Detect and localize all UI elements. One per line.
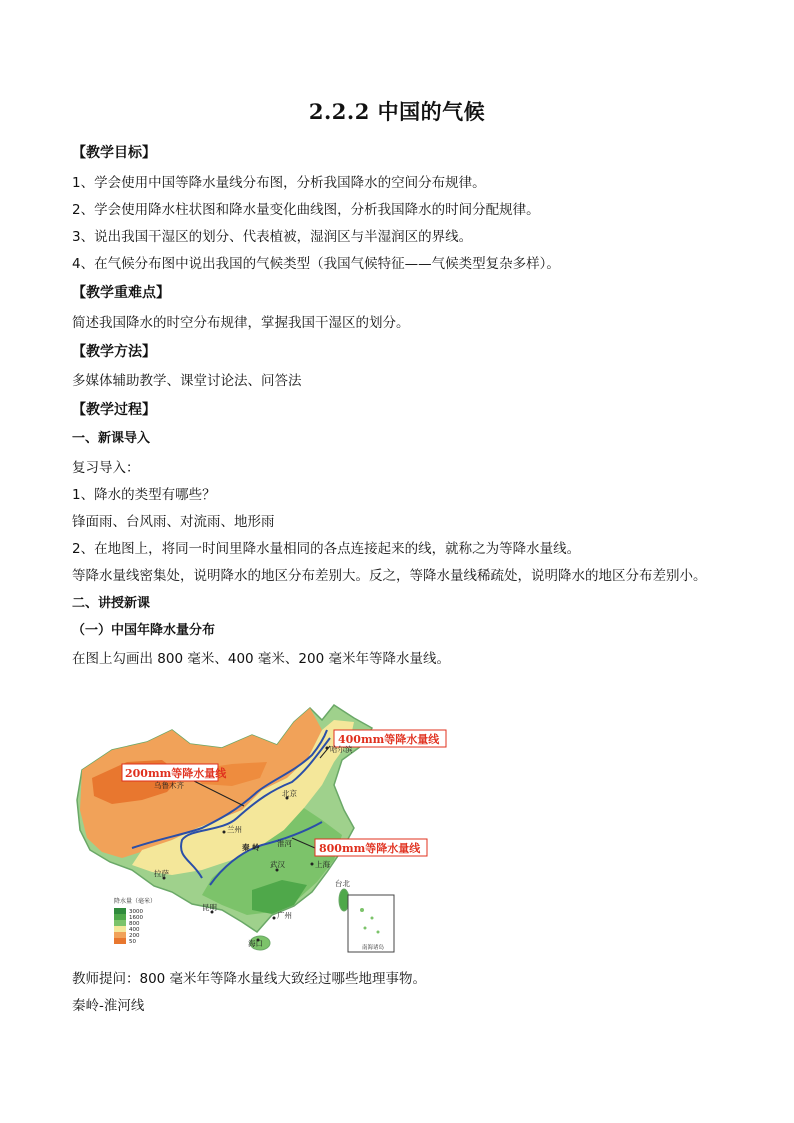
key-points-heading: 【教学重难点】 [72, 285, 170, 301]
city-kunming: 昆明 [202, 903, 217, 912]
city-wuhan: 武汉 [270, 860, 285, 869]
label-huaihe: 淮河 [277, 839, 292, 848]
question-2: 2、在地图上，将同一时间里降水量相同的各点连接起来的线，就称之为等降水量线。 [72, 541, 581, 557]
city-lhasa: 拉萨 [154, 869, 169, 878]
answer-1: 锋面雨、台风雨、对流雨、地形雨 [72, 514, 275, 530]
objective-4: 4、在气候分布图中说出我国的气候类型（我国气候特征——气候类型复杂多样）。 [72, 256, 560, 272]
south-china-sea-inset [348, 895, 394, 952]
city-lanzhou: 兰州 [227, 825, 242, 834]
city-wulumuqi: 乌鲁木齐 [154, 781, 184, 790]
question-1: 1、降水的类型有哪些？ [72, 487, 216, 503]
svg-text:南海诸岛: 南海诸岛 [362, 945, 385, 951]
city-harbin: 哈尔滨 [330, 745, 353, 754]
label-qinling: 秦 岭 [242, 843, 260, 852]
answer-2: 等降水量线密集处，说明降水的地区分布差别大。反之，等降水量线稀疏处，说明降水的地区分布差别小。 [72, 568, 707, 584]
methods-text: 多媒体辅助教学、课堂讨论法、问答法 [72, 373, 302, 389]
callout-200-label: 200mm等降水量线 [125, 767, 227, 780]
city-guangzhou: 广州 [277, 911, 292, 920]
svg-text:降水量（毫米）: 降水量（毫米） [114, 898, 157, 905]
page-title: 2.2.2 中国的气候 [308, 99, 486, 124]
objective-2: 2、学会使用降水柱状图和降水量变化曲线图，分析我国降水的时间分配规律。 [72, 202, 540, 218]
precipitation-map [72, 700, 472, 958]
task-text: 在图上勾画出 800 毫米、400 毫米、200 毫米年等降水量线。 [72, 651, 450, 667]
part1-heading: 一、新课导入 [72, 431, 151, 446]
objective-1: 1、学会使用中国等降水量线分布图，分析我国降水的空间分布规律。 [72, 175, 486, 191]
callout-800-label: 800mm等降水量线 [319, 842, 421, 855]
objectives-heading: 【教学目标】 [72, 145, 156, 161]
sub1-heading: （一）中国年降水量分布 [72, 623, 216, 638]
svg-text:50: 50 [129, 939, 136, 945]
teacher-question: 教师提问：800 毫米年等降水量线大致经过哪些地理事物。 [72, 971, 427, 987]
objective-3: 3、说出我国干湿区的划分、代表植被，湿润区与半湿润区的界线。 [72, 229, 473, 245]
map-legend [114, 897, 156, 945]
review-intro: 复习导入： [72, 460, 140, 476]
key-points-text: 简述我国降水的时空分布规律，掌握我国干湿区的划分。 [72, 315, 410, 331]
process-heading: 【教学过程】 [72, 402, 156, 418]
part2-heading: 二、讲授新课 [72, 596, 151, 611]
city-beijing: 北京 [282, 789, 297, 798]
city-haikou: 海口 [248, 939, 263, 948]
svg-text:3000: 3000 [129, 909, 143, 915]
city-taipei: 台北 [335, 879, 350, 888]
answer-text: 秦岭-淮河线 [72, 998, 145, 1014]
methods-heading: 【教学方法】 [72, 344, 156, 360]
svg-text:1600: 1600 [129, 915, 143, 921]
svg-text:800: 800 [129, 921, 140, 927]
callout-400-label: 400mm等降水量线 [338, 733, 440, 746]
svg-text:400: 400 [129, 927, 140, 933]
svg-text:200: 200 [129, 933, 140, 939]
city-shanghai: 上海 [315, 860, 330, 869]
